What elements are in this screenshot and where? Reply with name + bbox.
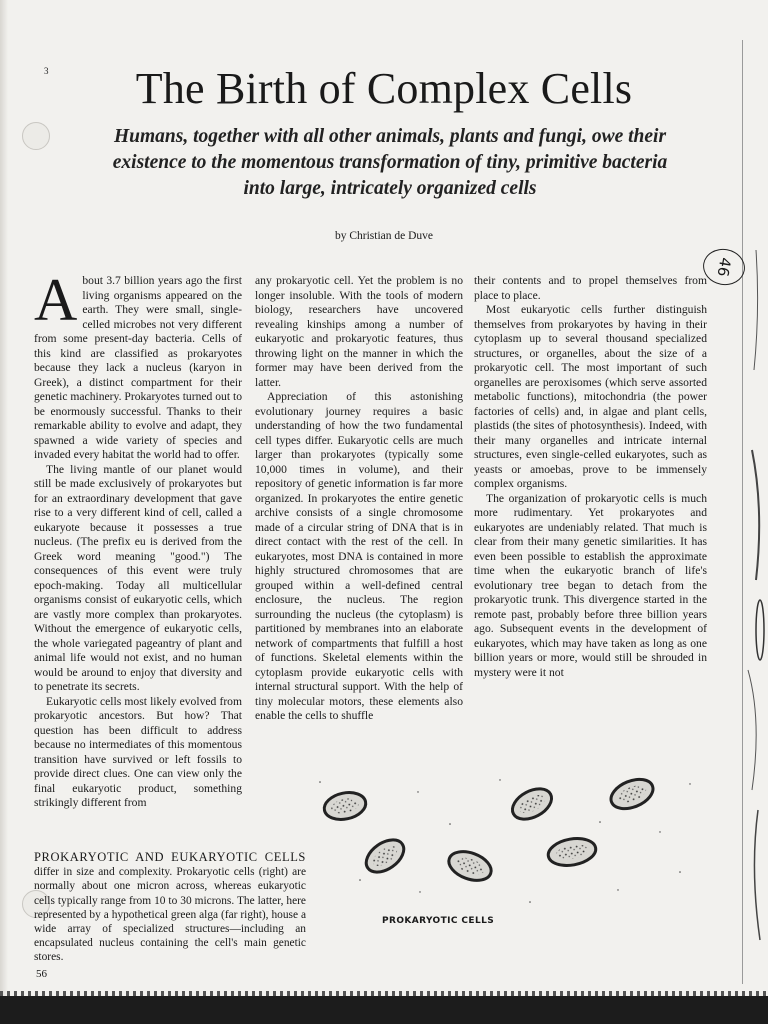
byline: by Christian de Duve (334, 230, 434, 242)
handwritten-page-note: 46 (700, 246, 748, 289)
page-number: 56 (36, 968, 47, 980)
text-column-2 (255, 274, 463, 724)
bacterium-cell (546, 835, 598, 869)
paragraph: their contents and to propel themselves from place to place. (474, 274, 707, 302)
eukaryotic-alga-edge-illustration (742, 250, 768, 950)
paragraph: The living mantle of our planet would still be made exclusively of prokaryotes but for an extraordinary development that gave rise to a very different kind of cell, called a eukaryote because it possesses a true nucleus. (The prefix eu is derived from the Greek word meaning "good.") The consequences of this event were truly epoch-making. Today all multicellular organisms consist of eukaryotic cells, which are vastly more complex than prokaryotes. Without the emergence of eukaryotic cells, the whole variegated pageantry of plant and animal life would not exist, and no human would be around to enjoy that diversity and to penetrate its secrets. (34, 462, 242, 693)
bacterium-cell (360, 833, 409, 878)
caption-heading: PROKARYOTIC AND EUKARYOTIC CELLS (34, 850, 306, 864)
paragraph: Eukaryotic cells most likely evolved from prokaryotic ancestors. But how? That question has been difficult to address because no intermediates of this momentous transition have survived or left fossils to provide direct clues. One can view only the final eukaryotic product, something strikingly different from (34, 694, 242, 809)
caption-body: differ in size and complexity. Prokaryotic cells (right) are normally about one micron across, whereas eukaryotic cells typically range from 10 to 30 microns. The latter, here represented by a hypothetical green alga (far right), house a wide array of specialized structures—including an encapsulated nucleus containing the cell's main genetic stores. (34, 866, 306, 964)
bacterium-cell (507, 783, 556, 826)
paragraph: Most eukaryotic cells further distinguish themselves from prokaryotes by having in their cytoplasm up to several thousand specialized structures, or organelles, about the size of a prokaryotic cell. The most important of such organelles are peroxisomes (which serve assorted metabolic functions), mitochondria (the power factories of cells) and, in algae and plant cells, plastids (the sites of photosynthesis). Indeed, with their many organelles and intricate internal structures, even single-celled eukaryotes, such as yeasts or amoebas, prove to be immensely complex organisms. (474, 303, 707, 490)
text-column-1 (34, 267, 242, 811)
article-title: The Birth of Complex Cells (135, 64, 633, 113)
paragraph: any prokaryotic cell. Yet the problem is no longer insoluble. With the tools of modern biology, researchers have uncovered revealing kinships among a number of eukaryotic and prokaryotic features, thus throwing light on the manner in which the former may have been derived from the latter. (255, 274, 463, 389)
figure-label: PROKARYOTIC CELLS (382, 916, 495, 926)
figure-caption (34, 850, 306, 965)
text-column-3 (474, 274, 707, 680)
scan-edge-band (0, 996, 768, 1024)
paragraph: About 3.7 billion years ago the first living organisms appeared on the earth. They were small, single-celled microbes not very different from some present-day bacteria. Cells of this kind are classified as prokaryotes because they lack a nucleus (karyon in Greek), a distinct compartment for their genetic machinery. Prokaryotes turned out to be enormously successful. Thanks to their remarkable ability to evolve and adapt, they spawned a wide variety of species and invaded every habitat the world had to offer. (34, 267, 242, 461)
drop-cap: A (34, 267, 78, 333)
bacterium-cell (607, 774, 658, 815)
prokaryotic-cells-illustration (300, 762, 700, 922)
binder-hole (22, 122, 50, 150)
page-edge (0, 0, 8, 1024)
bacterium-cell (445, 846, 495, 885)
paragraph: The organization of prokaryotic cells is much more rudimentary. Yet prokaryotes and eukaryotes are undeniably related. That much is clear from their many genetic similarities. It has even been possible to establish the approximate time when the eukaryotic branch of life's evolutionary tree began to detach from the prokaryotic trunk. This divergence started in the remote past, probably before three billion years ago. Subsequent events in the development of eukaryotes, which may have taken as long as one billion years or more, would still be shrouded in mystery were it not (474, 491, 707, 679)
article-deck: Humans, together with all other animals, plants and fungi, owe their existence to the momentous transformation of tiny, primitive bacteria into large, intricately organized cells (112, 126, 668, 199)
paragraph: Appreciation of this astonishing evolutionary journey requires a basic understanding of how the two fundamental cell types differ. Eukaryotic cells are much larger than prokaryotes (typically some 10,000 times in volume), and their repository of genetic information is far more organized. In prokaryotes the entire genetic archive consists of a single chromosome made of a circular string of DNA that is in direct contact with the rest of the cell. In eukaryotes, most DNA is contained in more highly structured chromosomes that are grouped within a well-defined central enclosure, the nucleus. The region surrounding the nucleus (the cytoplasm) is partitioned by membranes into an elaborate network of compartments that fulfill a host of functions. Skeletal elements within the cytoplasm provide eukaryotic cells with internal structural support. With the help of tiny molecular motors, these elements also enable the cells to shuffle (255, 390, 463, 722)
bacterium-cell (322, 789, 368, 823)
page-marker: 3 (44, 66, 49, 76)
